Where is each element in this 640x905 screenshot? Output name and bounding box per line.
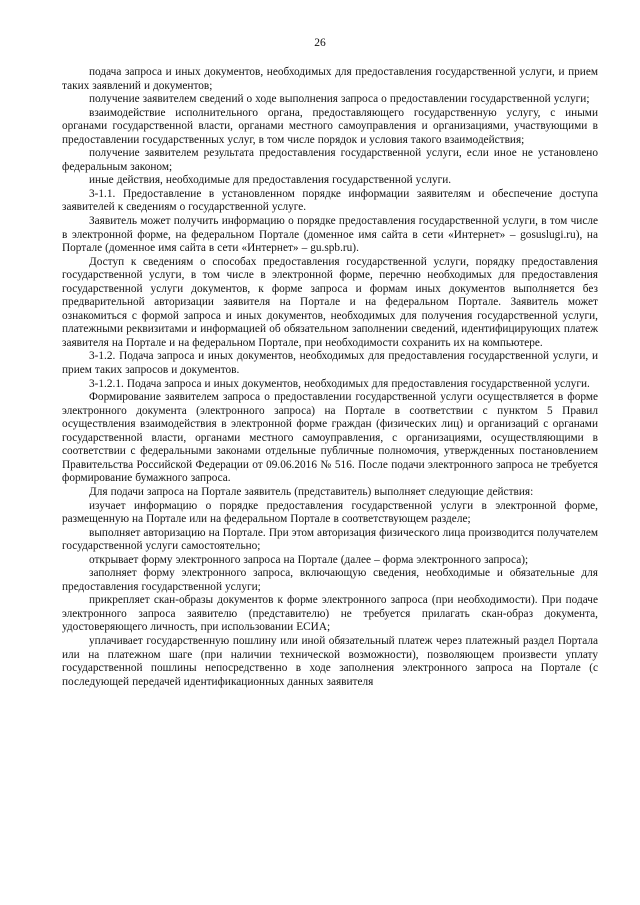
paragraph: Для подачи запроса на Портале заявитель (представитель) выполняет следующие действия: — [89, 485, 534, 498]
paragraph: Формирование заявителем запроса о предоставлении государственной услуги осуществляется в форме электронного документа (электронного запроса) на Портале в соответствии с пунктом 5 Правил осуществления взаимодействия в электронной форме граждан (физических лиц) и организаций с органами государственной власти, органами местного самоуправления, с организациями, осуществляющими в соответствии с федеральными законами отдельные публичные полномочия, утвержденных постановлением Правительства Российской Федерации от 09.06.2016 № 516. После подачи электронного запроса не требуется формирование бумажного запроса. — [62, 391, 598, 485]
paragraph: получение заявителем сведений о ходе выполнения запроса о предоставлении государственной услуги; — [89, 93, 590, 106]
paragraph: Доступ к сведениям о способах предоставления государственной услуги, порядку предоставления государственной услуги, в том числе в электронной форме, перечню необходимых для предоставления государственной услуги документов, к форме запроса и формам иных документов выполняется без предварительной авторизации заявителя на Портале и на федеральном Портале. Заявитель может ознакомиться с формой запроса и иных документов, необходимых для получения государственной услуги, платежными реквизитами и информацией об обязательном заполнении сведений, идентифицирующих платеж заявителя на Портале и на федеральном Портале, при необходимости сохранить их на компьютере. — [62, 255, 598, 349]
paragraph: взаимодействие исполнительного органа, предоставляющего государственную услугу, с иными органами государственной власти, органами местного самоуправления и организациями, участвующими в предоставлении государственных услуг, в том числе порядок и условия такого взаимодействия; — [62, 106, 598, 146]
list-item: заполняет форму электронного запроса, включающую сведения, необходимые и обязательные для предоставления государственной услуги; — [62, 567, 598, 593]
section-heading-3-1-2-1: 3-1.2.1. Подача запроса и иных документов, необходимых для предоставления государственной услуги. — [89, 377, 590, 390]
page-number: 26 — [314, 37, 326, 49]
document-body — [62, 66, 598, 689]
section-heading-3-1-1: 3-1.1. Предоставление в установленном порядке информации заявителям и обеспечение доступа заявителей к сведениям о государственной услуге. — [62, 187, 598, 214]
list-item: уплачивает государственную пошлину или иной обязательный платеж через платежный раздел Портала или на платежном шаге (при наличии технической возможности), позволяющем произвести уплату государственной пошлины непосредственно в ходе заполнения электронного запроса на Портале (с последующей передачей идентификационных данных заявителя — [62, 634, 598, 688]
list-item: прикрепляет скан-образы документов к форме электронного запроса (при необходимости). При подаче электронного запроса заявителю (представителю) не требуется прилагать скан-образ документа, удостоверяющего личность, при использовании ЕСИА; — [62, 594, 598, 634]
list-item: выполняет авторизацию на Портале. При этом авторизация физического лица производится получателем государственной услуги самостоятельно; — [62, 526, 598, 553]
paragraph: получение заявителем результата предоставления государственной услуги, если иное не установлено федеральным законом; — [62, 147, 598, 173]
list-item: открывает форму электронного запроса на Портале (далее – форма электронного запроса); — [89, 553, 529, 566]
list-item: изучает информацию о порядке предоставления государственной услуги в электронной форме, размещенную на Портале или на федеральном Портале в соответствующем разделе; — [62, 499, 598, 526]
paragraph: подача запроса и иных документов, необходимых для предоставления государственной услуги, и прием таких заявлений и документов; — [62, 66, 598, 92]
paragraph: Заявитель может получить информацию о порядке предоставления государственной услуги, в том числе в электронной форме, на федеральном Портале (доменное имя сайта в сети «Интернет» – gosuslugi.ru), на Портале (доменное имя сайта в сети «Интернет» – gu.spb.ru). — [62, 215, 598, 255]
paragraph: иные действия, необходимые для предоставления государственной услуги. — [89, 174, 452, 187]
section-heading-3-1-2: 3-1.2. Подача запроса и иных документов, необходимых для предоставления государственной услуги, и прием таких запросов и документов. — [62, 350, 598, 377]
